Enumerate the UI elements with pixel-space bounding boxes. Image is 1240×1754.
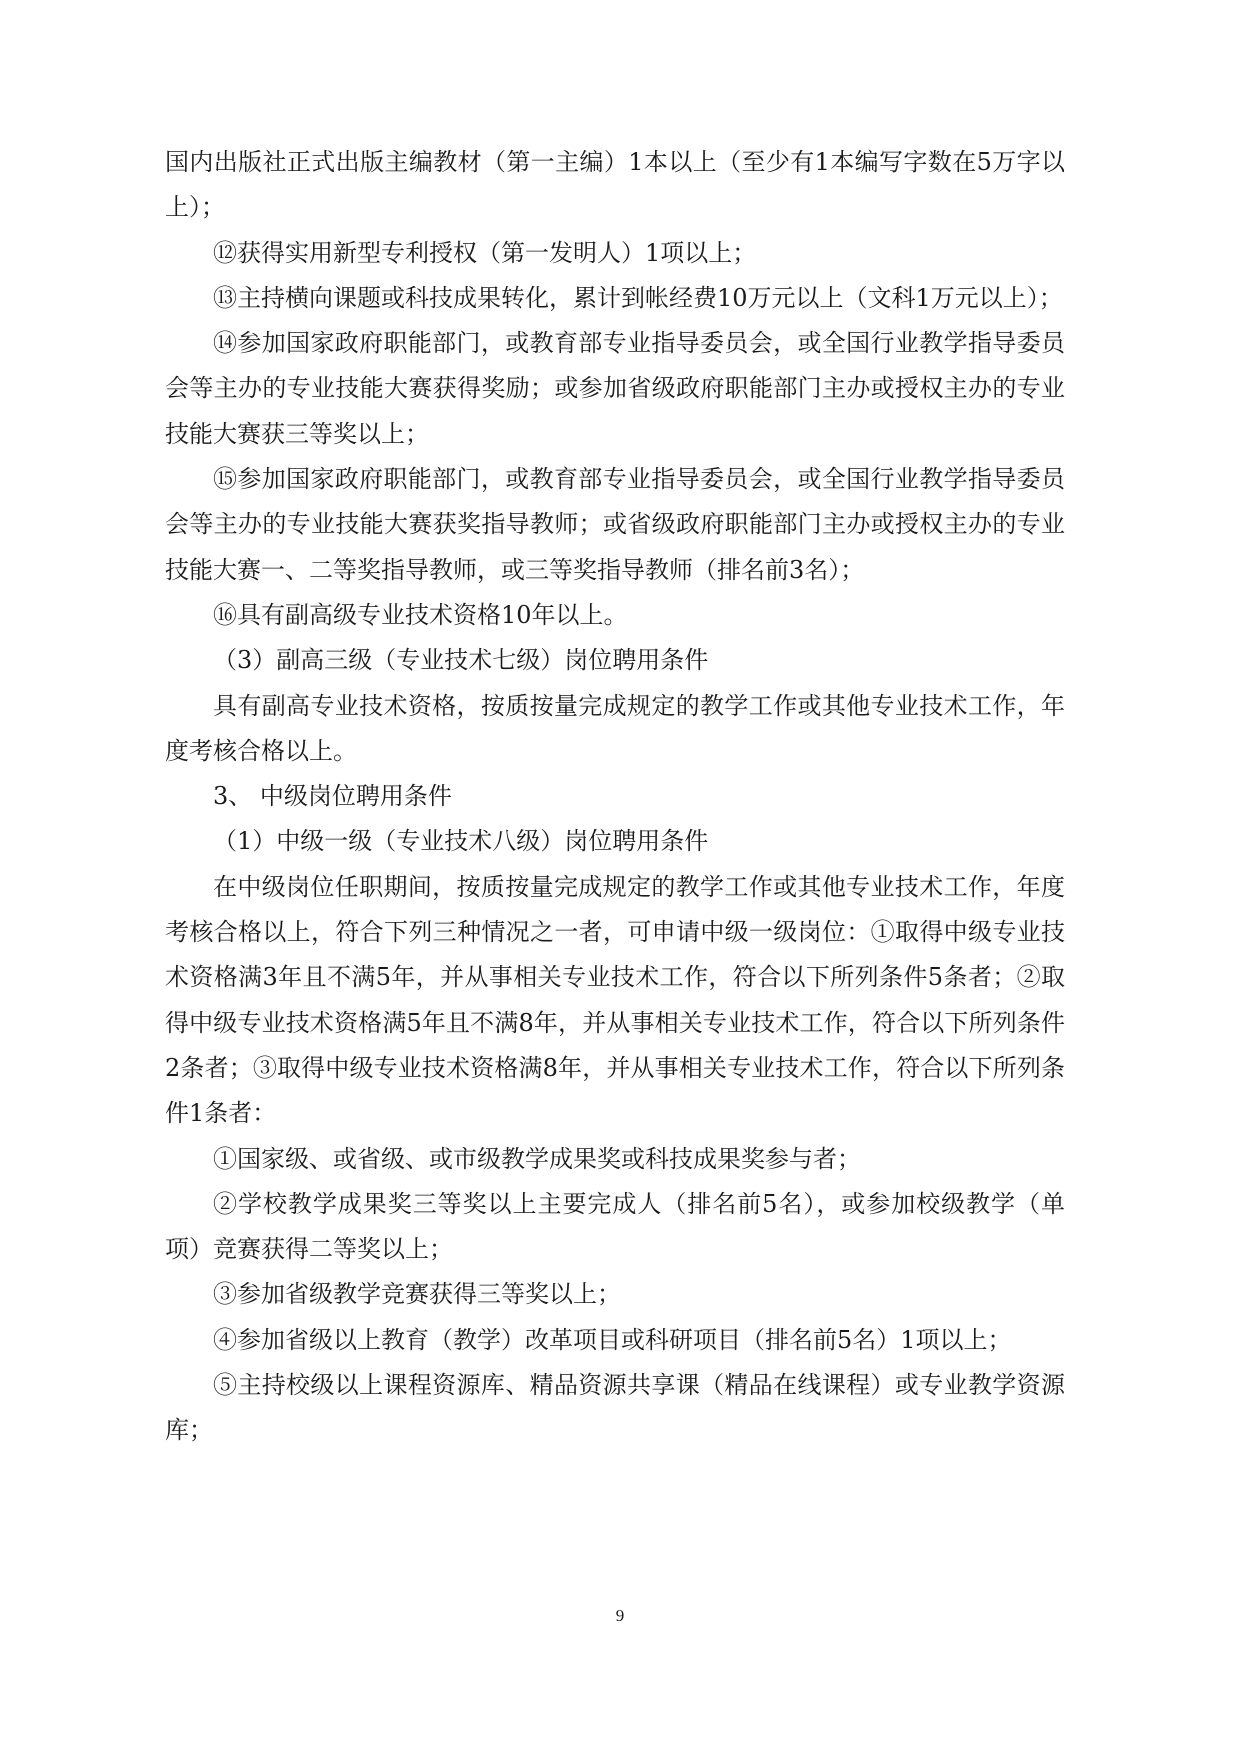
paragraph: ③参加省级教学竞赛获得三等奖以上；: [213, 1280, 621, 1309]
paragraph: （1）中级一级（专业技术八级）岗位聘用条件: [213, 827, 709, 856]
paragraph: （3）副高三级（专业技术七级）岗位聘用条件: [213, 646, 709, 675]
page-number: 9: [615, 1606, 625, 1625]
paragraph: 3、 中级岗位聘用条件: [213, 782, 452, 811]
paragraph: 在中级岗位任职期间，按质按量完成规定的教学工作或其他专业技术工作，年度考核合格以上，符合下列三种情况之一者，可申请中级一级岗位：①取得中级专业技术资格满3年且不满5年，并从事相关专业技术工作，符合以下所列条件5条者；②取得中级专业技术资格满5年且不满8年，并从事相关专业技术工作，符合以下所列条件2条者；③取得中级专业技术资格满8年，并从事相关专业技术工作，符合以下所列条件1条者：: [165, 872, 1065, 1128]
body-text: [165, 140, 1065, 1454]
paragraph: ①国家级、或省级、或市级教学成果奖或科技成果奖参与者；: [213, 1144, 861, 1173]
paragraph: ⑬主持横向课题或科技成果转化，累计到帐经费10万元以上（文科1万元以上）；: [213, 283, 1063, 312]
paragraph: ⑤主持校级以上课程资源库、精品资源共享课（精品在线课程）或专业教学资源库；: [165, 1371, 1065, 1445]
paragraph: ⑭参加国家政府职能部门，或教育部专业指导委员会，或全国行业教学指导委员会等主办的专业技能大赛获得奖励；或参加省级政府职能部门主办或授权主办的专业技能大赛获三等奖以上；: [165, 329, 1065, 448]
paragraph: 具有副高专业技术资格，按质按量完成规定的教学工作或其他专业技术工作，年度考核合格以上。: [165, 691, 1065, 765]
paragraph: ⑮参加国家政府职能部门，或教育部专业指导委员会，或全国行业教学指导委员会等主办的专业技能大赛获奖指导教师；或省级政府职能部门主办或授权主办的专业技能大赛一、二等奖指导教师，或三等奖指导教师（排名前3名）；: [165, 465, 1065, 584]
paragraph: ⑫获得实用新型专利授权（第一发明人）1项以上；: [213, 238, 757, 267]
paragraph: ⑯具有副高级专业技术资格10年以上。: [213, 600, 628, 629]
paragraph: ④参加省级以上教育（教学）改革项目或科研项目（排名前5名）1项以上；: [213, 1325, 1012, 1354]
paragraph: ②学校教学成果奖三等奖以上主要完成人（排名前5名），或参加校级教学（单项）竞赛获得二等奖以上；: [165, 1189, 1065, 1264]
paragraph: 国内出版社正式出版主编教材（第一主编）1本以上（至少有1本编写字数在5万字以上）；: [165, 148, 1065, 222]
